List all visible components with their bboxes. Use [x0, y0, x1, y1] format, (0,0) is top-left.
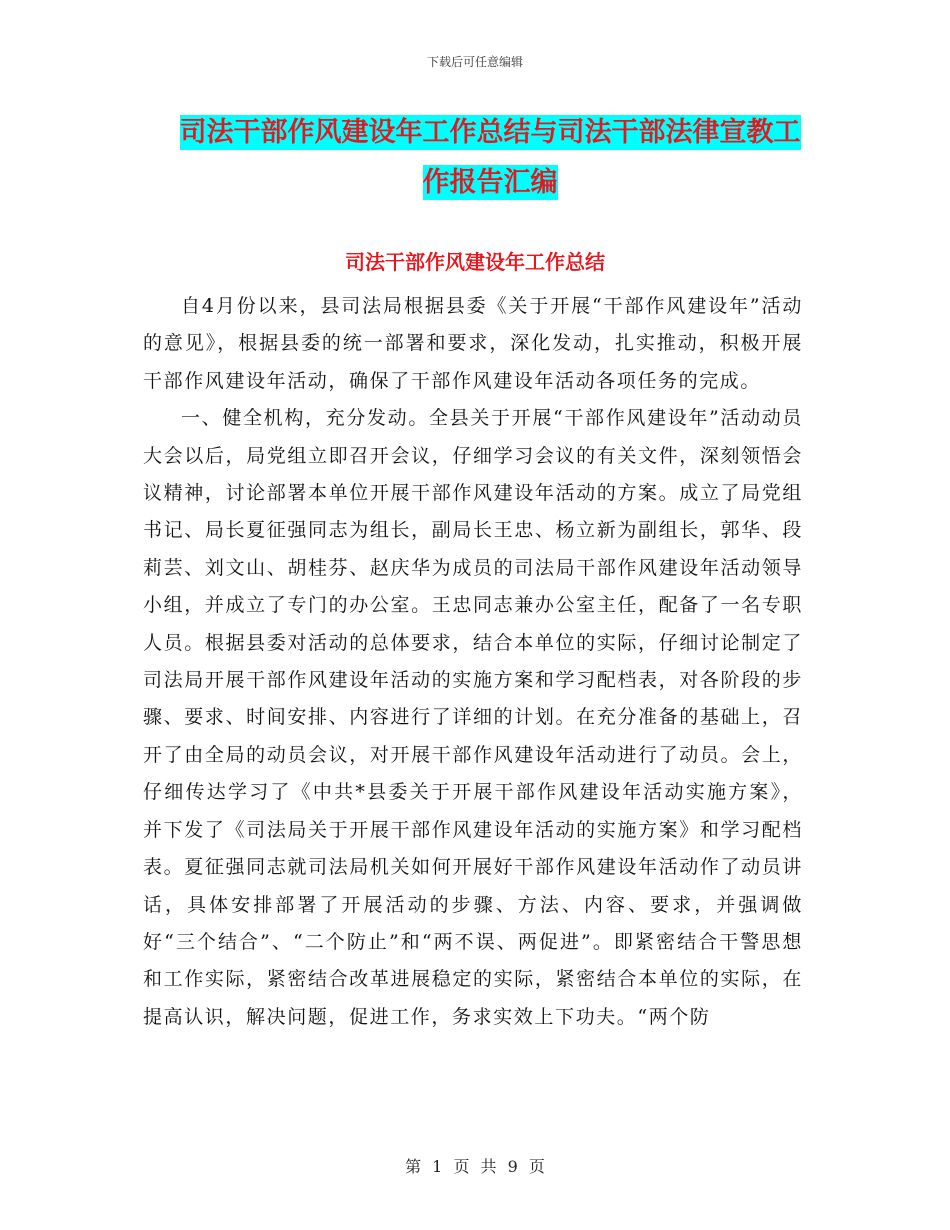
document-title-line-2: 作报告汇编 [422, 167, 558, 198]
paragraph-intro: 自4月份以来，县司法局根据县委《关于开展“干部作风建设年”活动的意见》，根据县委的统一部署和要求，深化发动，扎实推动，积极开展干部作风建设年活动，确保了干部作风建设年活动各项任务的完成。 [143, 295, 803, 392]
paragraph-section-1: 一、健全机构，充分发动。全县关于开展“干部作风建设年”活动动员大会以后，局党组立即召开会议，仔细学习会议的有关文件，深刻领悟会议精神，讨论部署本单位开展干部作风建设年活动的方案。成立了局党组书记、局长夏征强同志为组长，副局长王忠、杨立新为副组长，郭华、段莉芸、刘文山、胡桂芬、赵庆华为成员的司法局干部作风建设年活动领导小组，并成立了专门的办公室。王忠同志兼办公室主任，配备了一名专职人员。根据县委对活动的总体要求，结合本单位的实际，仔细讨论制定了司法局开展干部作风建设年活动的实施方案和学习配档表，对各阶段的步骤、要求、时间安排、内容进行了详细的计划。在充分准备的基础上，召开了由全局的动员会议，对开展干部作风建设年活动进行了动员。会上，仔细传达学习了《中共*县委关于开展干部作风建设年活动实施方案》，并下发了《司法局关于开展干部作风建设年活动的实施方案》和学习配档表。夏征强同志就司法局机关如何开展好干部作风建设年活动作了动员讲话，具体安排部署了开展活动的步骤、方法、内容、要求，并强调做好“三个结合”、“二个防止”和“两不误、两促进”。即紧密结合干警思想和工作实际，紧密结合改革进展稳定的实际，紧密结合本单位的实际，在提高认识，解决问题，促进工作，务求实效上下功夫。“两个防 [143, 407, 803, 1028]
document-body [143, 288, 803, 1036]
section-title: 司法干部作风建设年工作总结 [345, 250, 605, 274]
document-title-line-1: 司法干部作风建设年工作总结与司法干部法律宣教工 [179, 117, 801, 148]
header-note: 下载后可任意编辑 [426, 55, 523, 69]
document-title [150, 108, 830, 208]
page-footer: 第 1 页 共 9 页 [405, 1157, 545, 1176]
